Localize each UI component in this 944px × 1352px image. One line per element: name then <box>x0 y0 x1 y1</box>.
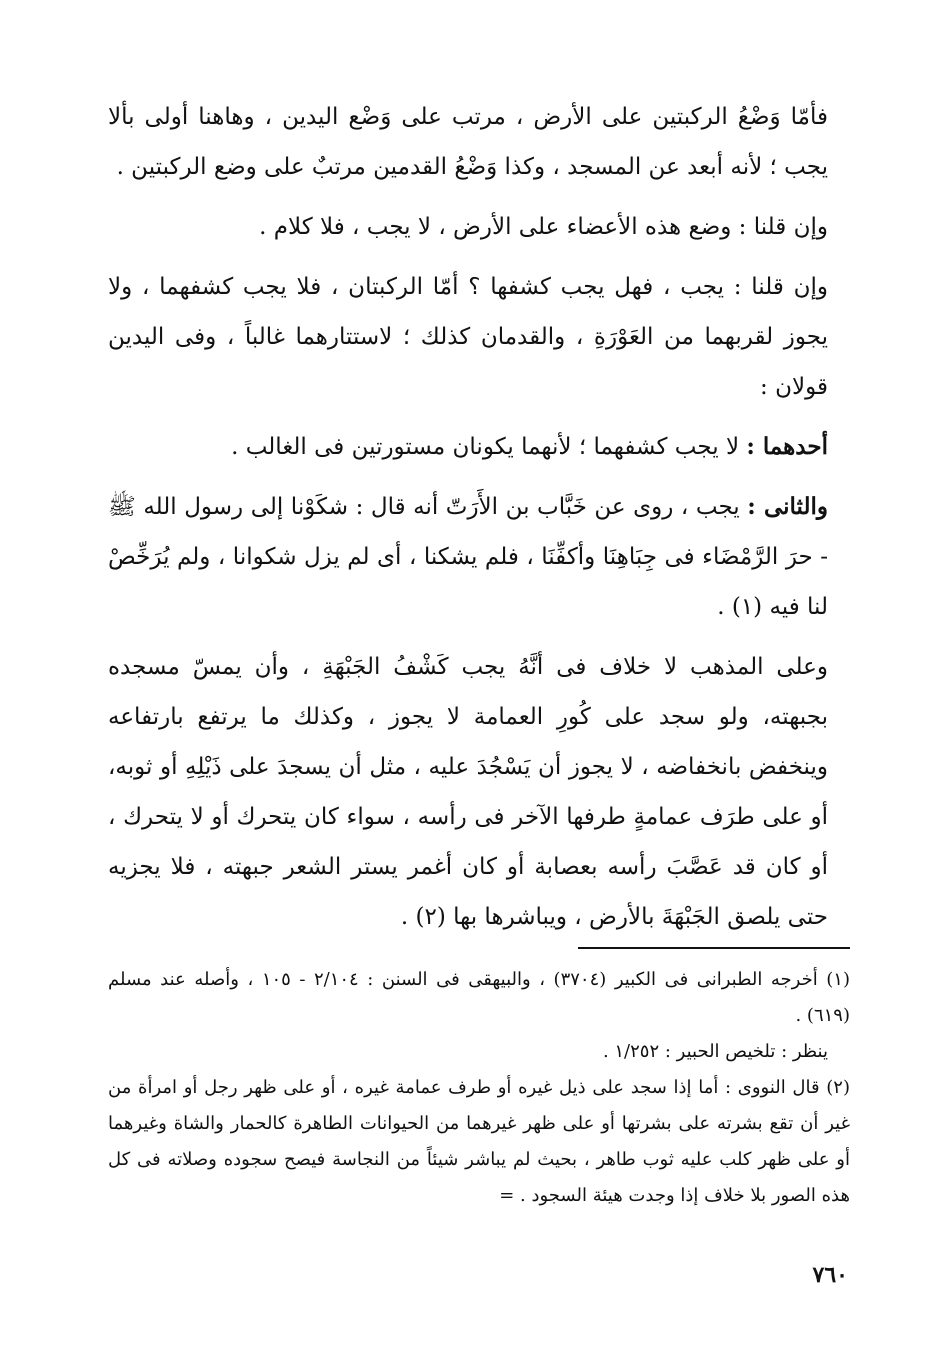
paragraph-2: وإن قلنا : وضع هذه الأعضاء على الأرض ، لا يجب ، فلا كلام . <box>259 214 828 240</box>
paragraph-5 <box>108 482 850 632</box>
paragraph-5-lead: والثانى : <box>747 493 828 520</box>
footnote-separator <box>578 947 850 949</box>
paragraph-4 <box>108 422 850 472</box>
main-text-block <box>108 92 850 952</box>
footnotes-block <box>108 962 850 1214</box>
footnote-1-reference: ينظر : تلخيص الحبير : ١/٢٥٢ . <box>602 1041 828 1062</box>
footnote-2: (٢) قال النووى : أما إذا سجد على ذيل غيره أو طرف عمامة غيره ، أو على ظهر رجل أو امرأة من غير أن تقع بشرته على بشرتها أو على ظهر غيرهما من الحيوانات الطاهرة كالحمار والشاة وغيرهما أو على ظهر كلب عليه ثوب طاهر ، بحيث لم يباشر شيئاً من النجاسة فيصح سجوده وصلاته فى كل هذه الصور بلا خلاف إذا وجدت هيئة السجود . = <box>108 1077 850 1206</box>
paragraph-4-text: لا يجب كشفهما ؛ لأنهما يكونان مستورتين فى الغالب . <box>231 434 740 460</box>
paragraph-6: وعلى المذهب لا خلاف فى أنَّهُ يجب كَشْفُ الجَبْهَةِ ، وأن يمسّ مسجده بجبهته، ولو سجد على كُورِ العمامة لا يجوز ، وكذلك ما يرتفع بارتفاعه وينخفض بانخفاضه ، لا يجوز أن يَسْجُدَ عليه ، مثل أن يسجدَ على ذَيْلِهِ أو ثوبه، أو على طرَف عمامةٍ طرفها الآخر فى رأسه ، سواء كان يتحرك أو لا يتحرك ، أو كان قد عَصَّبَ رأسه بعصابة أو كان أغمر يستر الشعر جبهته ، فلا يجزيه حتى يلصق الجَبْهَةَ بالأرض ، ويباشرها بها (٢) . <box>108 654 828 930</box>
page-number: ٧٦٠ <box>812 1262 848 1288</box>
paragraph-1: فأمّا وَضْعُ الركبتين على الأرض ، مرتب على وَضْع اليدين ، وهاهنا أولى بألا يجب ؛ لأنه أبعد عن المسجد ، وكذا وَضْعُ القدمين مرتبٌ على وضع الركبتين . <box>108 104 828 180</box>
paragraph-4-lead: أحدهما : <box>746 433 828 460</box>
paragraph-3: وإن قلنا : يجب ، فهل يجب كشفها ؟ أمّا الركبتان ، فلا يجب كشفهما ، ولا يجوز لقربهما من العَوْرَةِ ، والقدمان كذلك ؛ لاستتارهما غالباً ، وفى اليدين قولان : <box>108 274 828 400</box>
paragraph-5-text: يجب ، روى عن خَبَّاب بن الأَرَتّ أنه قال : شكَوْنا إلى رسول الله ﷺ - حرَ الرَّمْضَاء فى جِبَاهِنَا وأكفِّنَا ، فلم يشكنا ، أى لم يزل شكوانا ، ولم يُرَخِّصْ لنا فيه (١) . <box>108 494 828 620</box>
footnote-1: (١) أخرجه الطبرانى فى الكبير (٣٧٠٤) ، والبيهقى فى السنن : ٢/١٠٤ - ١٠٥ ، وأصله عند مسلم (٦١٩) . <box>108 969 850 1026</box>
